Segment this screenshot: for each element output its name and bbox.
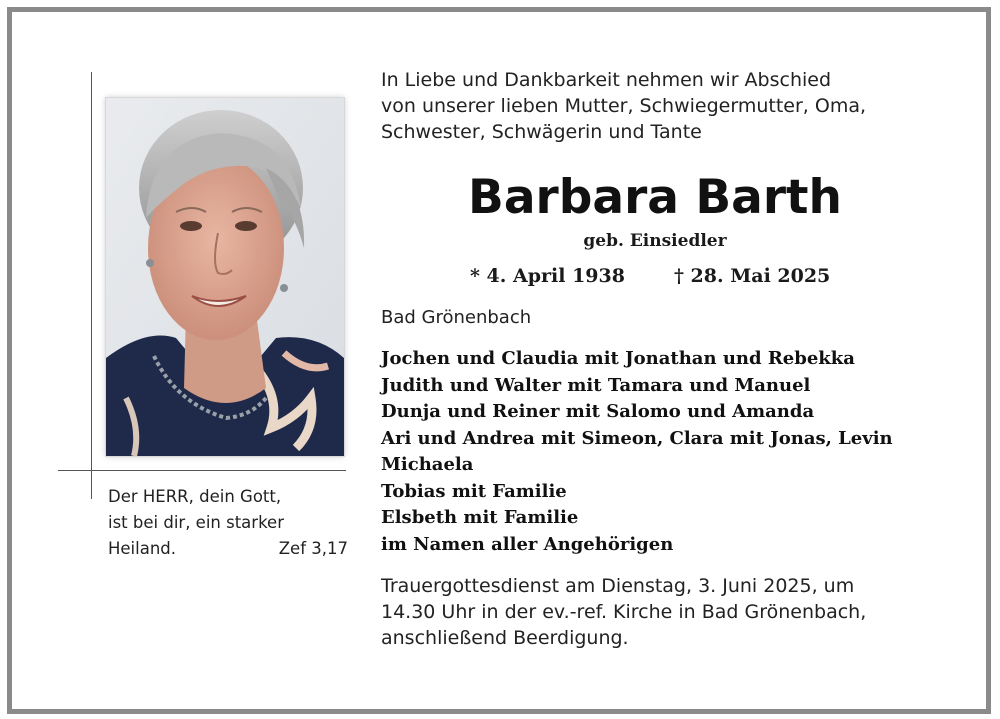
intro-line: In Liebe und Dankbarkeit nehmen wir Abschied — [381, 69, 832, 91]
family-member-line: Dunja und Reiner mit Salomo und Amanda — [381, 401, 815, 422]
family-member-line: im Namen aller Angehörigen — [381, 533, 674, 555]
family-member-line: Judith und Walter mit Tamara und Manuel — [381, 374, 811, 396]
deceased-name: Barbara Barth — [468, 170, 842, 225]
intro-line: von unserer lieben Mutter, Schwiegermutter, Oma, — [381, 95, 867, 117]
death-date: † 28. Mai 2025 — [674, 265, 831, 287]
family-member-line: Ari und Andrea mit Simeon, Clara mit Jonas, Levin — [381, 427, 893, 449]
intro-line: Schwester, Schwägerin und Tante — [381, 121, 702, 143]
portrait-photo — [106, 98, 344, 456]
horizontal-divider — [58, 470, 346, 471]
family-member-line: Tobias mit Familie — [381, 480, 567, 502]
quote-line-3-row — [108, 536, 348, 562]
family-list — [381, 346, 941, 558]
service-line: Trauergottesdienst am Dienstag, 3. Juni 2025, um — [381, 575, 855, 597]
birth-name: geb. Einsiedler — [583, 231, 727, 251]
service-line: anschließend Beerdigung. — [381, 627, 629, 649]
service-info — [381, 573, 941, 651]
family-member-line: Jochen und Claudia mit Jonathan und Rebekka — [381, 348, 855, 369]
family-member-line: Michaela — [381, 454, 474, 475]
quote-line-2: ist bei dir, ein starker — [108, 513, 284, 532]
service-line: 14.30 Uhr in der ev.-ref. Kirche in Bad Grönenbach, — [381, 601, 867, 623]
quote-line-3: Heiland. — [108, 539, 177, 558]
quote-line-1: Der HERR, dein Gott, — [108, 487, 282, 506]
intro-text — [381, 67, 941, 145]
quote-reference: Zef 3,17 — [278, 539, 348, 558]
residence-place: Bad Grönenbach — [381, 307, 532, 328]
family-member-line: Elsbeth mit Familie — [381, 507, 579, 528]
bible-quote — [108, 484, 348, 562]
birth-date: * 4. April 1938 — [470, 265, 625, 287]
vertical-divider — [91, 72, 92, 499]
